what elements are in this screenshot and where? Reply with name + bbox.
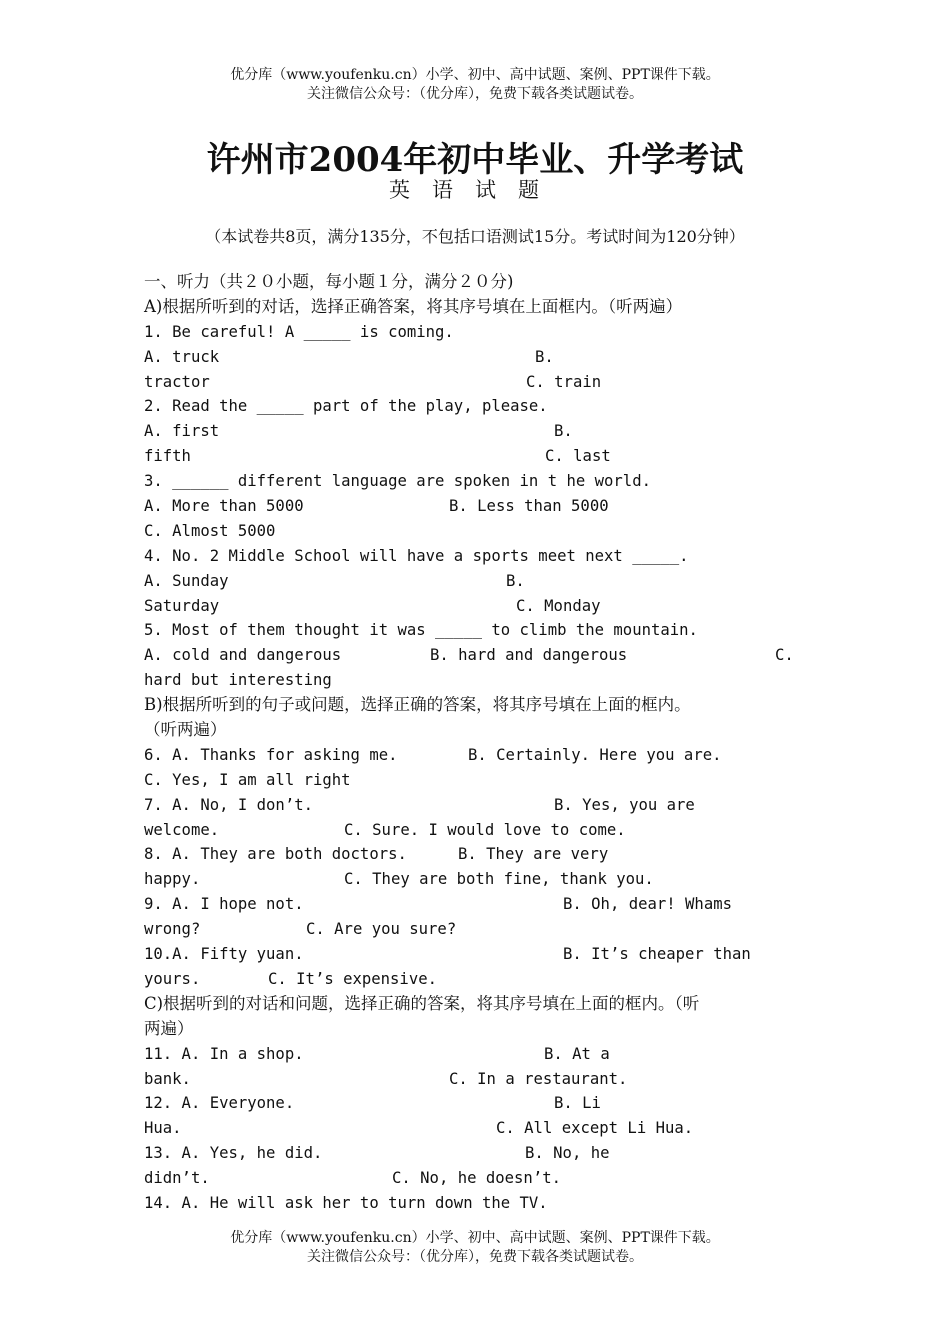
option-a: 9. A. I hope not. bbox=[144, 895, 304, 914]
option-b-text: tractor bbox=[144, 372, 210, 391]
part-c-instruction-cont: 两遍） bbox=[144, 1018, 194, 1038]
part-a-instruction: A)根据所听到的对话，选择正确答案，将其序号填在上面框内。（听两遍） bbox=[144, 296, 683, 316]
option-a: 14. A. He will ask her to turn down the TV. bbox=[144, 1193, 548, 1212]
question-option-row bbox=[144, 818, 809, 843]
question-option-row bbox=[144, 892, 809, 917]
footer-watermark-line2: 关注微信公众号：（优分库），免费下载各类试题试卷。 bbox=[307, 1249, 643, 1265]
question-option-row bbox=[144, 345, 809, 370]
question-option-row bbox=[144, 643, 809, 668]
question-option-row bbox=[144, 842, 809, 867]
option-b-text: fifth bbox=[144, 447, 191, 466]
part-b-instruction: B)根据所听到的句子或问题，选择正确的答案，将其序号填在上面的框内。 bbox=[144, 695, 691, 715]
question-stem: 2. Read the _____ part of the play, please. bbox=[144, 397, 548, 416]
header-watermark-line1: 优分库（www.youfenku.cn）小学、初中、高中试题、案例、PPT课件下载。 bbox=[230, 67, 720, 83]
question-option-row bbox=[144, 1067, 809, 1092]
exam-subtitle: 英语试题 bbox=[389, 178, 561, 202]
option-a: 11. A. In a shop. bbox=[144, 1044, 304, 1063]
option-c: C. In a restaurant. bbox=[449, 1069, 628, 1088]
option-b-text: happy. bbox=[144, 870, 201, 889]
option-b: B. No, he bbox=[525, 1144, 610, 1163]
option-a: A. More than 5000 bbox=[144, 497, 304, 516]
question-option-row bbox=[144, 1042, 809, 1067]
option-c: C. Yes, I am all right bbox=[144, 770, 351, 789]
option-c: C. They are both fine, thank you. bbox=[344, 870, 654, 889]
question-option-row bbox=[144, 1191, 809, 1216]
part-c-instruction: C)根据听到的对话和问题，选择正确的答案，将其序号填在上面的框内。（听 bbox=[144, 993, 700, 1013]
exam-note: （本试卷共8页，满分135分，不包括口语测试15分。考试时间为120分钟） bbox=[205, 227, 745, 246]
question-option-row bbox=[144, 867, 809, 892]
option-b: B. At a bbox=[544, 1044, 610, 1063]
question-option-row bbox=[144, 444, 809, 469]
option-b-text: didn’t. bbox=[144, 1169, 210, 1188]
question-option-row bbox=[144, 743, 809, 768]
option-b-text: bank. bbox=[144, 1069, 191, 1088]
option-a: A. truck bbox=[144, 347, 220, 366]
option-a: A. first bbox=[144, 422, 220, 441]
option-a: 10.A. Fifty yuan. bbox=[144, 945, 304, 964]
question-option-row bbox=[144, 942, 809, 967]
option-c: C. train bbox=[526, 372, 602, 391]
question-option-row bbox=[144, 594, 809, 619]
option-a: 8. A. They are both doctors. bbox=[144, 845, 407, 864]
option-b: B. Yes, you are bbox=[554, 795, 695, 814]
option-a: 12. A. Everyone. bbox=[144, 1094, 295, 1113]
option-b-text: yours. bbox=[144, 969, 201, 988]
part-b-instruction-cont: （听两遍） bbox=[144, 720, 227, 740]
option-c: C. Are you sure? bbox=[306, 920, 457, 939]
question-option-row bbox=[144, 967, 809, 992]
footer-watermark-line1: 优分库（www.youfenku.cn）小学、初中、高中试题、案例、PPT课件下载。 bbox=[230, 1230, 720, 1246]
option-c: C. All except Li Hua. bbox=[496, 1119, 694, 1138]
question-option-row bbox=[144, 917, 809, 942]
option-c: C. No, he doesn’t. bbox=[392, 1169, 561, 1188]
question-option-row bbox=[144, 519, 809, 544]
option-b: B. hard and dangerous bbox=[430, 646, 628, 665]
option-b-text: wrong? bbox=[144, 920, 201, 939]
option-b: B. Less than 5000 bbox=[449, 497, 609, 516]
question-option-row bbox=[144, 419, 809, 444]
option-a: A. cold and dangerous bbox=[144, 646, 342, 665]
option-b: B. bbox=[506, 571, 525, 590]
option-c: C. Monday bbox=[516, 596, 601, 615]
question-option-row bbox=[144, 370, 809, 395]
question-stem: 5. Most of them thought it was _____ to climb the mountain. bbox=[144, 621, 698, 640]
option-c: C. Almost 5000 bbox=[144, 521, 276, 540]
question-option-row bbox=[144, 1091, 809, 1116]
option-c: C. Sure. I would love to come. bbox=[344, 820, 626, 839]
option-b: B. They are very bbox=[458, 845, 609, 864]
option-b: B. bbox=[554, 422, 573, 441]
question-option-row bbox=[144, 1166, 809, 1191]
option-c: C. last bbox=[545, 447, 611, 466]
question-option-row bbox=[144, 793, 809, 818]
option-a: A. Sunday bbox=[144, 571, 229, 590]
option-c: C. bbox=[775, 646, 794, 665]
option-c-text: hard but interesting bbox=[144, 671, 332, 690]
option-a: 7. A. No, I don’t. bbox=[144, 795, 313, 814]
section-heading: 一、听力（共２０小题，每小题１分，满分２０分) bbox=[144, 272, 514, 291]
option-b-text: welcome. bbox=[144, 820, 220, 839]
option-b: B. Oh, dear! Whams bbox=[563, 895, 732, 914]
question-stem: 1. Be careful! A _____ is coming. bbox=[144, 322, 454, 341]
option-b: B. Certainly. Here you are. bbox=[468, 745, 722, 764]
question-option-row bbox=[144, 1141, 809, 1166]
question-option-row bbox=[144, 1116, 809, 1141]
question-option-row bbox=[144, 668, 809, 693]
option-a: 6. A. Thanks for asking me. bbox=[144, 745, 398, 764]
exam-body bbox=[144, 270, 809, 1216]
question-stem: 4. No. 2 Middle School will have a sports meet next _____. bbox=[144, 546, 689, 565]
option-a: 13. A. Yes, he did. bbox=[144, 1144, 323, 1163]
option-b: B. It’s cheaper than bbox=[563, 945, 751, 964]
question-option-row bbox=[144, 494, 809, 519]
question-stem: 3. ______ different language are spoken in t he world. bbox=[144, 472, 651, 491]
option-c: C. It’s expensive. bbox=[268, 969, 437, 988]
option-b-text: Hua. bbox=[144, 1119, 182, 1138]
option-b: B. bbox=[535, 347, 554, 366]
question-option-row bbox=[144, 768, 809, 793]
option-b-text: Saturday bbox=[144, 596, 220, 615]
header-watermark-line2: 关注微信公众号：（优分库），免费下载各类试题试卷。 bbox=[307, 86, 643, 102]
exam-title: 许州市2004年初中毕业、升学考试 bbox=[206, 140, 744, 180]
question-option-row bbox=[144, 569, 809, 594]
option-b: B. Li bbox=[554, 1094, 601, 1113]
